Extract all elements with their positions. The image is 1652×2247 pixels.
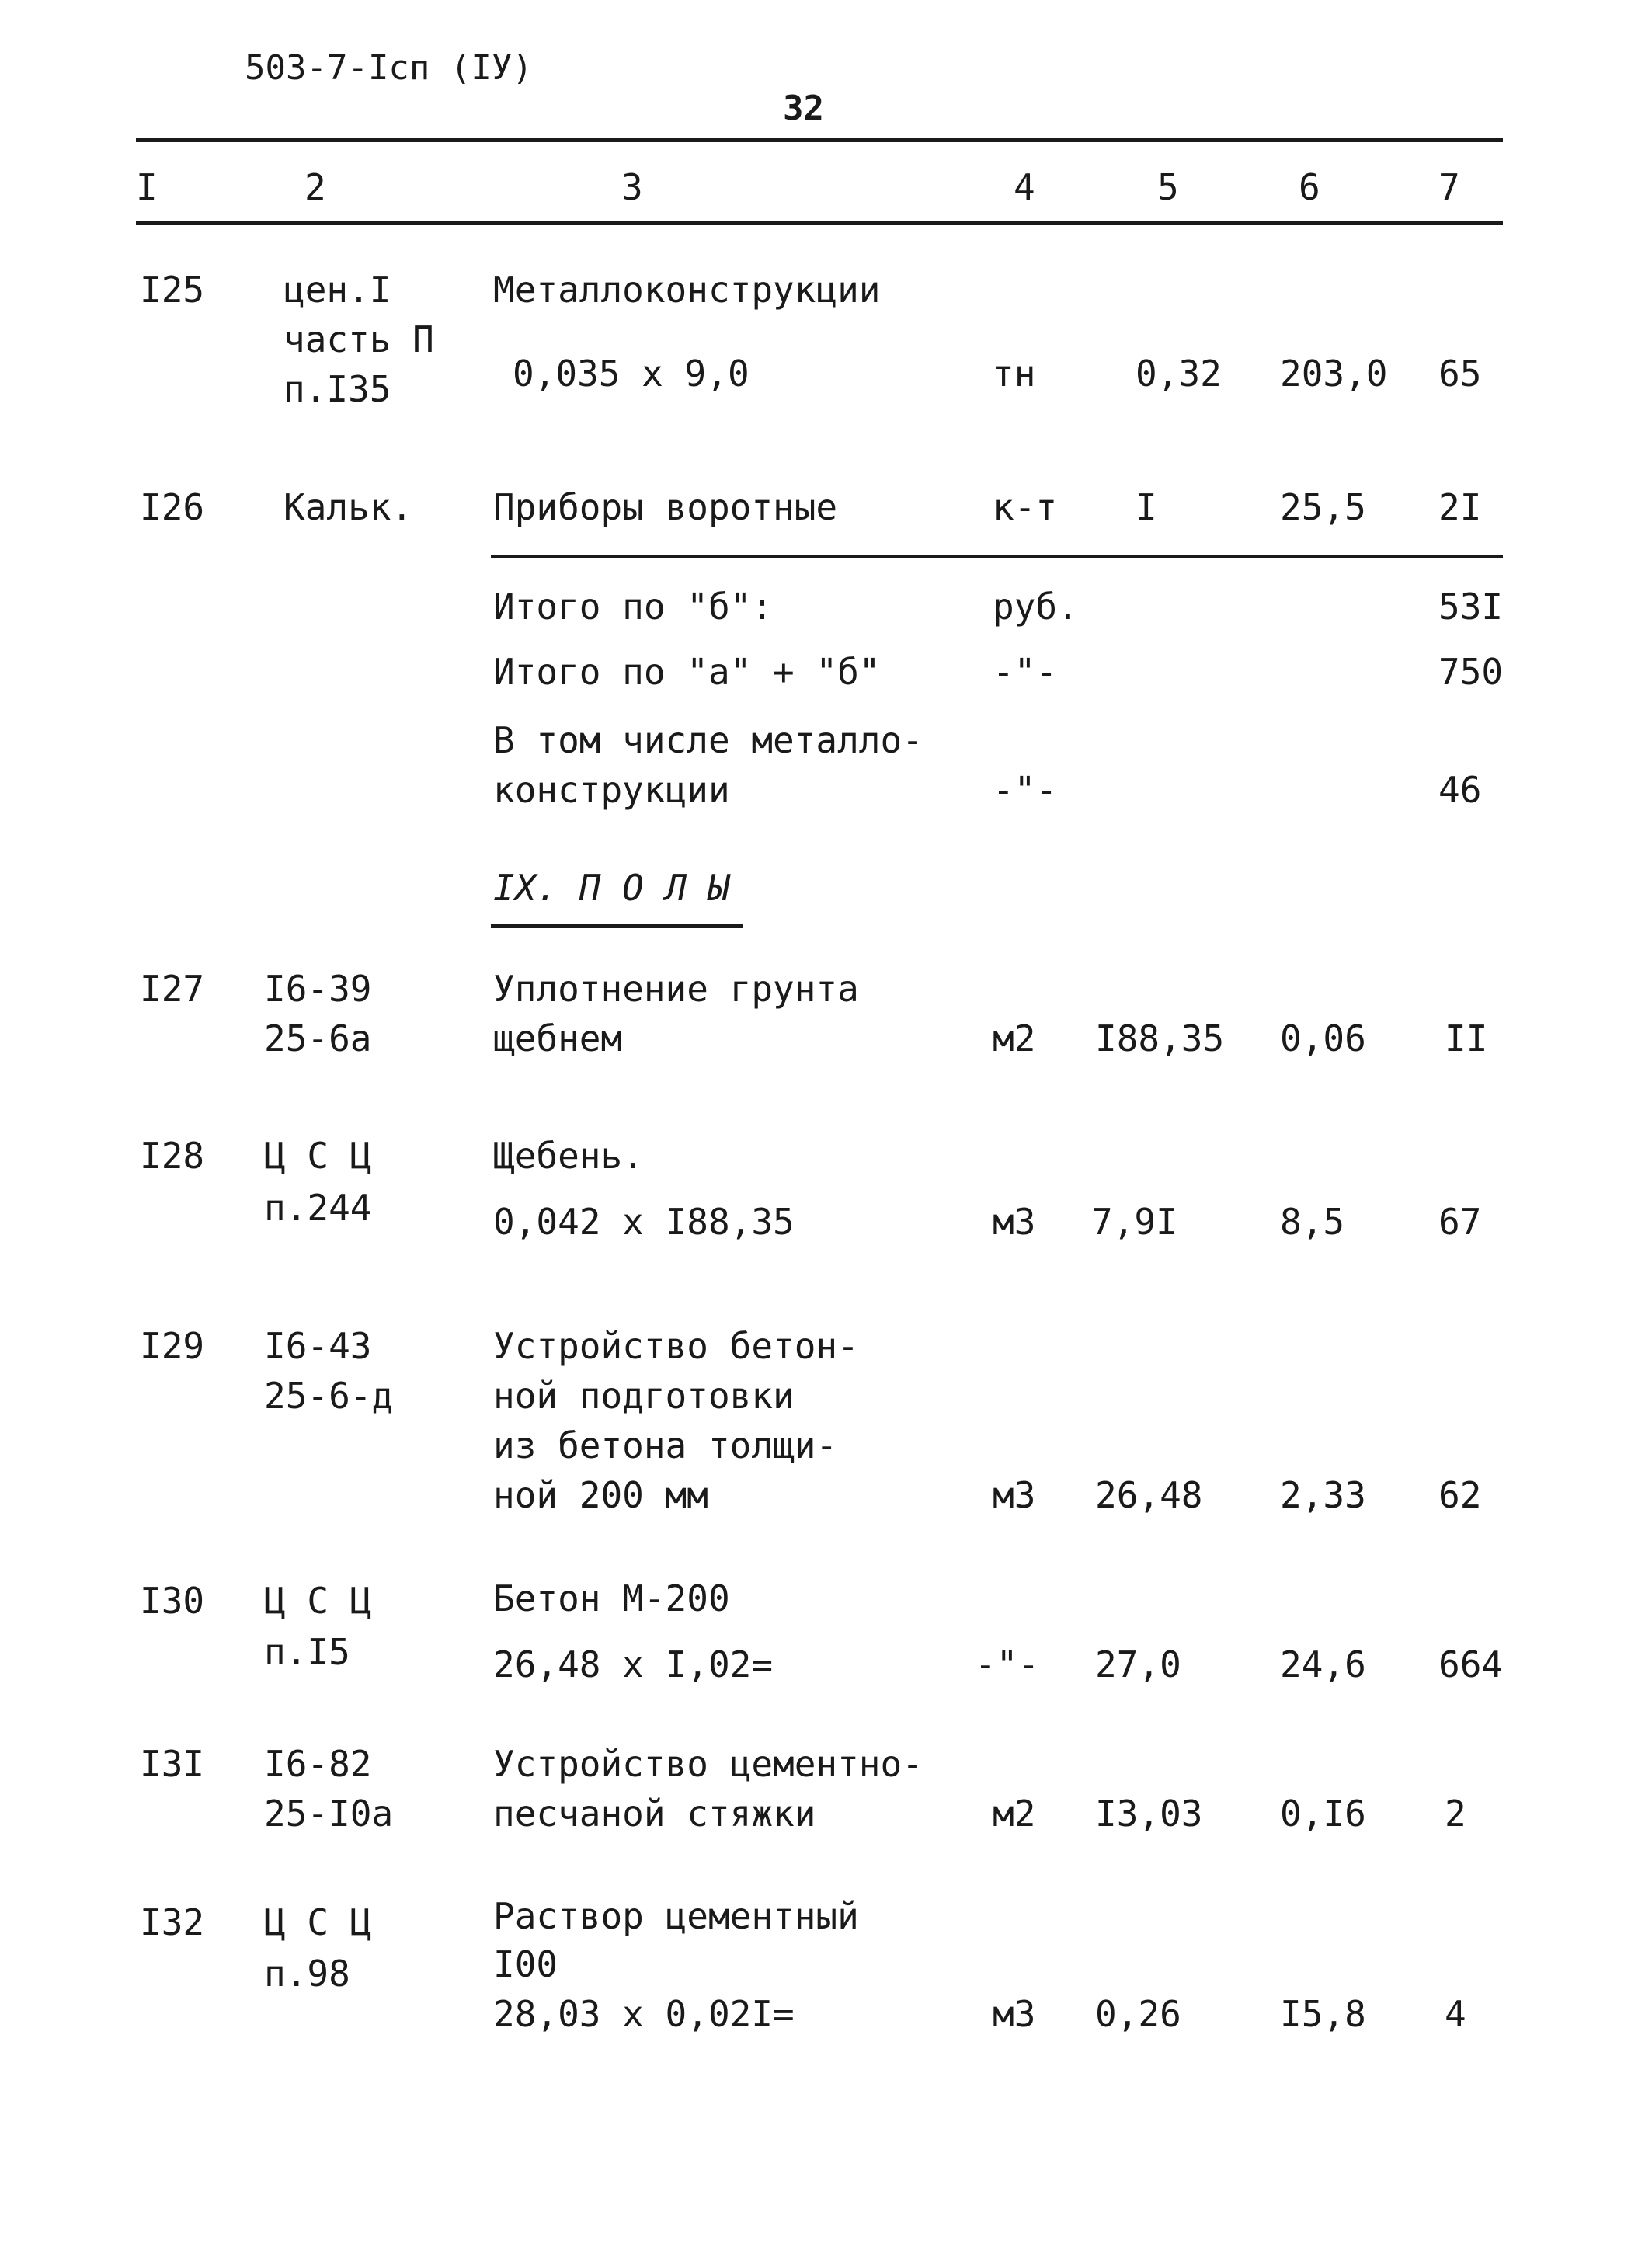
row-description: Раствор цементный [493, 1895, 859, 1937]
totals-label: конструкции [493, 769, 730, 811]
row-reference: I6-43 [264, 1325, 372, 1367]
section-title: IX. П О Л Ы [493, 867, 730, 909]
row-unit-price: I5,8 [1280, 1993, 1366, 2035]
row-number: I29 [140, 1325, 205, 1367]
row-reference: 25-6а [264, 1017, 372, 1059]
column-header: I [136, 166, 158, 208]
column-header: 7 [1438, 166, 1460, 208]
row-description: Устройство цементно- [493, 1743, 923, 1785]
row-reference: часть П [283, 318, 434, 360]
row-total: 62 [1438, 1474, 1482, 1516]
row-description: Металлоконструкции [493, 269, 881, 311]
row-description: 0,035 x 9,0 [513, 353, 749, 395]
page-number: 32 [783, 89, 824, 128]
row-quantity: I3,03 [1095, 1793, 1203, 1835]
column-header: 2 [304, 166, 326, 208]
row-unit: -"- [975, 1644, 1040, 1685]
totals-unit: руб. [993, 586, 1079, 628]
totals-label: Итого по "б": [493, 586, 774, 628]
row-quantity: I [1136, 486, 1157, 528]
row-quantity: 7,9I [1091, 1201, 1177, 1243]
row-quantity: I88,35 [1095, 1017, 1225, 1059]
document-code: 503-7-Iсп (IУ) [245, 48, 533, 88]
row-unit: м2 [993, 1017, 1036, 1059]
totals-value: 750 [1438, 651, 1504, 693]
row-description: Уплотнение грунта [493, 968, 859, 1010]
row-description: ной 200 мм [493, 1474, 708, 1516]
row-reference: цен.I [283, 269, 391, 311]
row-description: 28,03 x 0,02I= [493, 1993, 795, 2035]
totals-value: 53I [1438, 586, 1504, 628]
row-description: Бетон М-200 [493, 1577, 730, 1619]
row-description: песчаной стяжки [493, 1793, 816, 1835]
row-number: I25 [140, 269, 205, 311]
row-unit-price: 0,06 [1280, 1017, 1366, 1059]
row-description: 26,48 x I,02= [493, 1644, 774, 1685]
row-reference: п.I35 [283, 368, 391, 410]
row-number: I32 [140, 1901, 205, 1943]
row-total: II [1445, 1017, 1488, 1059]
row-unit: тн [993, 353, 1036, 395]
totals-unit: -"- [993, 651, 1058, 693]
row-reference: Ц С Ц [264, 1135, 372, 1177]
row-unit: м2 [993, 1793, 1036, 1835]
row-description: Устройство бетон- [493, 1325, 859, 1367]
row-number: I30 [140, 1580, 205, 1622]
row-total: 2I [1438, 486, 1482, 528]
row-total: 4 [1445, 1993, 1466, 2035]
row-unit-price: 2,33 [1280, 1474, 1366, 1516]
row-unit-price: 24,6 [1280, 1644, 1366, 1685]
row-description: Щебень. [493, 1135, 644, 1177]
totals-value: 46 [1438, 769, 1482, 811]
subtotal-rule [491, 555, 1503, 558]
row-description: из бетона толщи- [493, 1424, 838, 1466]
column-header: 4 [1014, 166, 1035, 208]
row-quantity: 27,0 [1095, 1644, 1181, 1685]
column-header: 5 [1157, 166, 1179, 208]
row-unit: м3 [993, 1474, 1036, 1516]
row-unit-price: 8,5 [1280, 1201, 1345, 1243]
row-unit: м3 [993, 1993, 1036, 2035]
row-reference: 25-6-д [264, 1375, 394, 1417]
row-unit-price: 0,I6 [1280, 1793, 1366, 1835]
row-number: I26 [140, 486, 205, 528]
row-description: I00 [493, 1943, 558, 1985]
column-header: 3 [621, 166, 643, 208]
row-total: 65 [1438, 353, 1482, 395]
row-description: ной подготовки [493, 1375, 795, 1417]
row-number: I3I [140, 1743, 205, 1785]
row-reference: 25-I0а [264, 1793, 394, 1835]
row-reference: п.98 [264, 1953, 350, 1995]
row-unit: к-т [993, 486, 1058, 528]
row-quantity: 0,32 [1136, 353, 1222, 395]
header-bottom-rule [136, 221, 1503, 225]
row-unit-price: 25,5 [1280, 486, 1366, 528]
row-reference: I6-39 [264, 968, 372, 1010]
totals-label: В том числе металло- [493, 719, 923, 761]
column-header: 6 [1299, 166, 1320, 208]
row-quantity: 0,26 [1095, 1993, 1181, 2035]
row-reference: Кальк. [283, 486, 413, 528]
row-unit: м3 [993, 1201, 1036, 1243]
row-total: 2 [1445, 1793, 1466, 1835]
row-reference: Ц С Ц [264, 1901, 372, 1943]
row-number: I28 [140, 1135, 205, 1177]
row-description: щебнем [493, 1017, 623, 1059]
row-reference: I6-82 [264, 1743, 372, 1785]
row-description: Приборы воротные [493, 486, 838, 528]
row-total: 664 [1438, 1644, 1504, 1685]
row-total: 67 [1438, 1201, 1482, 1243]
table-top-rule [136, 138, 1503, 142]
totals-unit: -"- [993, 769, 1058, 811]
row-unit-price: 203,0 [1280, 353, 1388, 395]
row-reference: п.I5 [264, 1631, 350, 1673]
row-quantity: 26,48 [1095, 1474, 1203, 1516]
totals-label: Итого по "а" + "б" [493, 651, 881, 693]
row-number: I27 [140, 968, 205, 1010]
row-description: 0,042 x I88,35 [493, 1201, 795, 1243]
section-title-underline [491, 924, 743, 928]
row-reference: п.244 [264, 1187, 372, 1229]
row-reference: Ц С Ц [264, 1580, 372, 1622]
